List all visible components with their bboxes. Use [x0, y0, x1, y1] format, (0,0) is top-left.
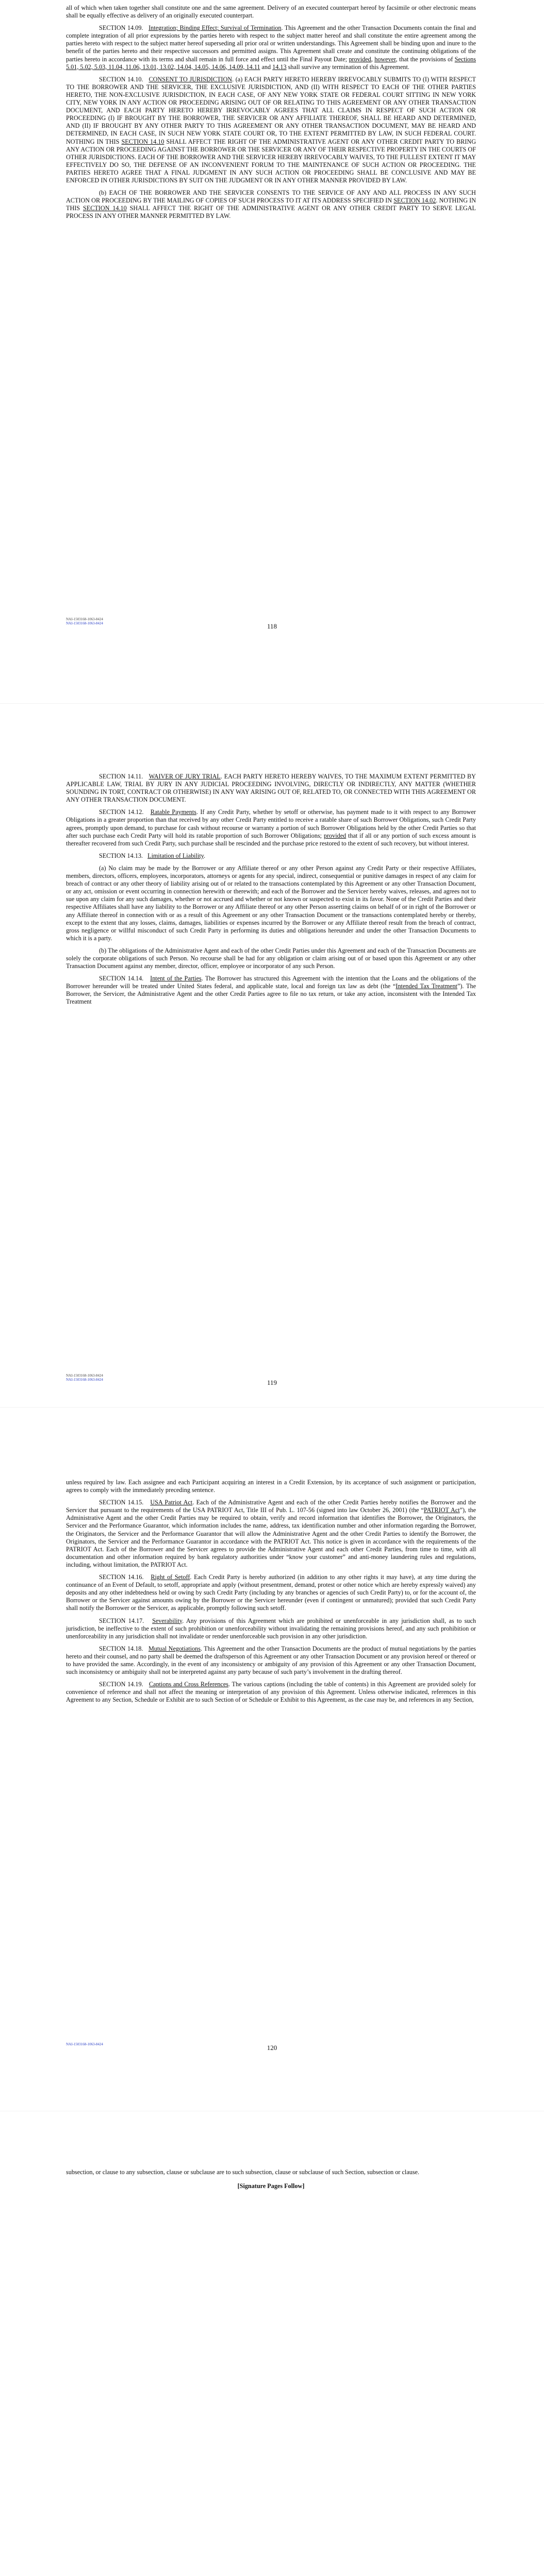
section-14-10-a: SECTION 14.10. CONSENT TO JURISDICTION. (a) EACH PARTY HERETO HEREBY IRREVOCABLY SUBMITS TO (I) WITH RESPECT TO THE BORROWER AND THE SERVICER, THE EXCLUSIVE JURISDICTION, AND (II) WITH RESPECT TO EACH OF THE OTHER PARTIES HERETO, THE NON-EXCLUSIVE JURISDICTION, IN EACH CASE, OF ANY NEW YORK STATE OR FEDERAL COURT SITTING IN NEW YORK CITY, NEW YORK IN ANY ACTION OR PROCEEDING ARISING OUT OF OR RELATING TO THIS AGREEMENT OR ANY OTHER TRANSACTION DOCUMENT, AND EACH PARTY HERETO HEREBY IRREVOCABLY AGREES THAT ALL CLAIMS IN RESPECT OF SUCH ACTION OR PROCEEDING (I) IF BROUGHT BY THE BORROWER, THE SERVICER OR ANY AFFILIATE THEREOF, SHALL BE HEARD AND DETERMINED, AND (II) IF BROUGHT BY ANY OTHER PARTY TO THIS AGREEMENT OR ANY OTHER TRANSACTION DOCUMENT, MAY BE HEARD AND DETERMINED, IN EACH CASE, IN SUCH NEW YORK STATE COURT OR, TO THE EXTENT PERMITTED BY LAW, IN SUCH FEDERAL COURT. NOTHING IN THIS SECTION 14.10 SHALL AFFECT THE RIGHT OF THE ADMINISTRATIVE AGENT OR ANY OTHER CREDIT PARTY TO BRING ANY ACTION OR PROCEEDING AGAINST THE BORROWER OR THE SERVICER OR ANY OF THEIR RESPECTIVE PROPERTY IN THE COURTS OF OTHER JURISDICTIONS. EACH OF THE BORROWER AND THE SERVICER HEREBY IRREVOCABLY WAIVES, TO THE FULLEST EXTENT IT MAY EFFECTIVELY DO SO, THE DEFENSE OF AN INCONVENIENT FORUM TO THE MAINTENANCE OF SUCH ACTION OR PROCEEDING. THE PARTIES HERETO AGREE THAT A FINAL JUDGMENT IN ANY SUCH ACTION OR PROCEEDING SHALL BE CONCLUSIVE AND MAY BE ENFORCED IN OTHER JURISDICTIONS BY SUIT ON THE JUDGMENT OR IN ANY OTHER MANNER PROVIDED BY LAW. — [66, 75, 476, 184]
section-title: CONSENT TO JURISDICTION — [149, 75, 233, 83]
section-14-15: SECTION 14.15. USA Patriot Act. Each of the Administrative Agent and each of the other Credit Parties hereby notifies the Borrower and the Servicer that pursuant to the requirements of the USA PATRIOT Act, Title III of Pub. L. 107-56 (signed into law October 26, 2001) (the “PATRIOT Act”), the Administrative Agent and the other Credit Parties may be required to obtain, verify and record information that identifies the Borrower, the Originators, the Servicer and the Performance Guarantor, which information includes the name, address, tax identification number and other information regarding the Borrower, the Originators, the Servicer and the Performance Guarantor that will allow the Administrative Agent and the other Credit Parties to identify the Borrower, the Originators, the Servicer and the Performance Guarantor in accordance with the PATRIOT Act. This notice is given in accordance with the requirements of the PATRIOT Act. Each of the Borrower and the Servicer agrees to provide the Administrative Agent and each other Credit Parties, from time to time, with all documentation and other information required by bank regulatory authorities under “know your customer” and anti-money laundering rules and regulations, including, without limitation, the PATRIOT Act. — [66, 1499, 476, 1568]
page-120 — [0, 1408, 544, 2111]
page-number: 119 — [267, 1379, 277, 1386]
page-number: 120 — [267, 2044, 277, 2052]
continuation-paragraph: unless required by law. Each assignee and each Participant acquiring an interest in a Credit Extension, by its acceptance of such assignment or participation, agrees to comply with the immediately preceding sentence. — [66, 1479, 476, 1494]
section-14-11: SECTION 14.11. WAIVER OF JURY TRIAL. EACH PARTY HERETO HEREBY WAIVES, TO THE MAXIMUM EXTENT PERMITTED BY APPLICABLE LAW, TRIAL BY JURY IN ANY JUDICIAL PROCEEDING INVOLVING, DIRECTLY OR INDIRECTLY, ANY MATTER (WHETHER SOUNDING IN TORT, CONTRACT OR OTHERWISE) IN ANY WAY ARISING OUT OF, RELATED TO, OR CONNECTED WITH THIS AGREEMENT OR ANY OTHER TRANSACTION DOCUMENT. — [66, 773, 476, 804]
section-14-14: SECTION 14.14. Intent of the Parties. The Borrower has structured this Agreement with the intention that the Loans and the obligations of the Borrower hereunder will be treated under United States federal, and applicable state, local and foreign tax law as debt (the “Intended Tax Treatment”). The Borrower, the Servicer, the Administrative Agent and the other Credit Parties agree to file no tax return, or take any action, inconsistent with the Intended Tax Treatment — [66, 975, 476, 1006]
section-14-12: SECTION 14.12. Ratable Payments. If any Credit Party, whether by setoff or otherwise, has payment made to it with respect to any Borrower Obligations in a greater proportion than that received by any other Credit Party entitled to receive a ratable share of such Borrower Obligations, such Credit Party agrees, promptly upon demand, to purchase for cash without recourse or warranty a portion of such Borrower Obligations held by the other Credit Parties so that after such purchase each Credit Party will hold its ratable proportion of such Borrower Obligations; provided that if all or any portion of such excess amount is thereafter recovered from such Credit Party, such purchase shall be rescinded and the purchase price restored to the extent of such recovery, but without interest. — [66, 808, 476, 847]
page-121 — [0, 2111, 544, 2576]
section-14-19: SECTION 14.19. Captions and Cross References. The various captions (including the table of contents) in this Agreement are provided solely for convenience of reference and shall not affect the meaning or interpretation of any provision of this Agreement. Unless otherwise indicated, references in this Agreement to any Section, Schedule or Exhibit are to such Section of or Schedule or Exhibit to this Agreement, as the case may be, and references in any Section, — [66, 1681, 476, 1704]
continuation-paragraph: subsection, or clause to any subsection, clause or subclause are to such subsection, clause or subclause of such Section, subsection or clause. — [66, 2168, 420, 2176]
section-title: WAIVER OF JURY TRIAL — [149, 773, 221, 780]
document-id: NAI-1503168-1063-8424 NAI-1503168-1063-8424 — [66, 617, 103, 625]
page-119-body — [66, 773, 476, 1011]
section-14-18: SECTION 14.18. Mutual Negotiations. This Agreement and the other Transaction Documents are the product of mutual negotiations by the parties hereto and their counsel, and no party shall be deemed the draftsperson of this Agreement or any other Transaction Document or any provision hereof or thereof or to have provided the same. Accordingly, in the event of any inconsistency or ambiguity of any provision of this Agreement or any other Transaction Document, such inconsistency or ambiguity shall not be interpreted against any party because of such party’s involvement in the drafting thereof. — [66, 1645, 476, 1676]
section-14-13-a: (a) No claim may be made by the Borrower or any Affiliate thereof or any other Person against any Credit Party or their respective Affiliates, members, directors, officers, employees, incorporators, attorneys or agents for any special, indirect, consequential or punitive damages in respect of any claim for breach of contract or any other theory of liability arising out of or related to the transactions contemplated by this Agreement or any other Transaction Document, or any act, omission or event occurring in connection herewith or therewith; and each of the Borrower and the Servicer hereby waives, releases, and agrees not to sue upon any claim for any such damages, whether or not accrued and whether or not known or suspected to exist in its favor. None of the Credit Parties and their respective Affiliates shall have any liability to the Borrower or any Affiliate thereof or any other Person asserting claims on behalf of or in right of the Borrower or any Affiliate thereof in connection with or as a result of this Agreement or any other Transaction Document or the transactions contemplated hereby or thereby, except to the extent that any losses, claims, damages, liabilities or expenses incurred by the Borrower or any Affiliate thereof result from the breach of contract, gross negligence or willful misconduct of such Credit Party in performing its duties and obligations hereunder and under the other Transaction Documents to which it is a party. — [66, 864, 476, 942]
section-title: Captions and Cross References — [149, 1681, 228, 1688]
section-14-09: SECTION 14.09. Integration; Binding Effect; Survival of Termination. This Agreement and the other Transaction Documents contain the final and complete integration of all prior expressions by the parties hereto with respect to the subject matter hereof and shall constitute the entire agreement among the parties hereto with respect to the subject matter hereof superseding all prior oral or written understandings. This Agreement shall be binding upon and inure to the benefit of the parties hereto and their respective successors and permitted assigns. This Agreement shall create and constitute the continuing obligations of the parties hereto in accordance with its terms and shall remain in full force and effect until the Final Payout Date; provided, however, that the provisions of Sections 5.01, 5.02, 5.03, 11.04, 11.06, 13.01, 13.02, 14.04, 14.05, 14.06, 14.09, 14.11 and 14.13 shall survive any termination of this Agreement. — [66, 24, 476, 71]
section-title: Right of Setoff — [151, 1573, 190, 1581]
signature-pages-notice: [Signature Pages Follow] — [237, 2182, 305, 2190]
page-119 — [0, 704, 544, 1407]
document-id: NAI-1503168-1063-8424 NAI-1503168-1063-8424 — [66, 1374, 103, 1382]
section-title: Limitation of Liability — [147, 852, 204, 859]
section-title: Intent of the Parties — [150, 975, 202, 982]
page-121-body — [66, 2168, 476, 2195]
section-title: Integration; Binding Effect; Survival of Termination — [149, 24, 282, 32]
document-id: NAI-1503168-1063-8424 — [66, 2042, 103, 2046]
section-title: Ratable Payments — [150, 808, 196, 816]
section-number: SECTION 14.09. — [99, 24, 143, 32]
continuation-paragraph: all of which when taken together shall constitute one and the same agreement. Delivery of an executed counterpart hereof by facsimile or other electronic means shall be equally effective as delivery of an originally executed counterpart. — [66, 4, 476, 20]
section-title: Severability — [152, 1617, 183, 1624]
section-number: SECTION 14.10. — [99, 75, 143, 83]
section-14-13: SECTION 14.13. Limitation of Liability. — [99, 852, 206, 859]
section-14-16: SECTION 14.16. Right of Setoff. Each Credit Party is hereby authorized (in addition to any other rights it may have), at any time during the continuance of an Event of Default, to setoff, appropriate and apply (without presentment, demand, protest or other notice which are hereby expressly waived) any deposits and any other indebtedness held or owing by such Credit Party (including by any branches or agencies of such Credit Party) to, or for the account of, the Borrower or the Servicer against amounts owing by the Borrower or the Servicer hereunder (even if contingent or unmatured); provided that such Credit Party shall notify the Borrower or the Servicer, as applicable, promptly following such setoff. — [66, 1573, 476, 1612]
section-cross-references: Sections 5.01, 5.02, 5.03, 11.04, 11.06, 13.01, 13.02, 14.04, 14.05, 14.06, 14.09, 14.11 — [66, 55, 476, 71]
section-title: USA Patriot Act — [150, 1499, 193, 1506]
page-number: 118 — [267, 622, 277, 630]
section-title: Mutual Negotiations — [148, 1645, 201, 1652]
page-120-body — [66, 1479, 476, 1708]
page-118-body — [66, 4, 476, 225]
page-118 — [0, 0, 544, 703]
section-14-17: SECTION 14.17. Severability. Any provisions of this Agreement which are prohibited or unenforceable in any jurisdiction shall, as to such jurisdiction, be ineffective to the extent of such prohibition or unenforceability without invalidating the remaining provisions hereof, and any such prohibition or unenforceability in any jurisdiction shall not invalidate or render unenforceable such provision in any other jurisdiction. — [66, 1617, 476, 1640]
section-14-10-b: (b) EACH OF THE BORROWER AND THE SERVICER CONSENTS TO THE SERVICE OF ANY AND ALL PROCESS IN ANY SUCH ACTION OR PROCEEDING BY THE MAILING OF COPIES OF SUCH PROCESS TO IT AT ITS ADDRESS SPECIFIED IN SECTION 14.02. NOTHING IN THIS SECTION 14.10 SHALL AFFECT THE RIGHT OF THE ADMINISTRATIVE AGENT OR ANY OTHER CREDIT PARTY TO SERVE LEGAL PROCESS IN ANY OTHER MANNER PERMITTED BY LAW. — [66, 189, 476, 220]
section-14-13-b: (b) The obligations of the Administrative Agent and each of the other Credit Parties under this Agreement and each of the Transaction Documents are solely the corporate obligations of such Person. No recourse shall be had for any obligation or claim arising out of or based upon this Agreement or any other Transaction Document against any member, director, officer, employee or incorporator of any such Person. — [66, 946, 476, 970]
